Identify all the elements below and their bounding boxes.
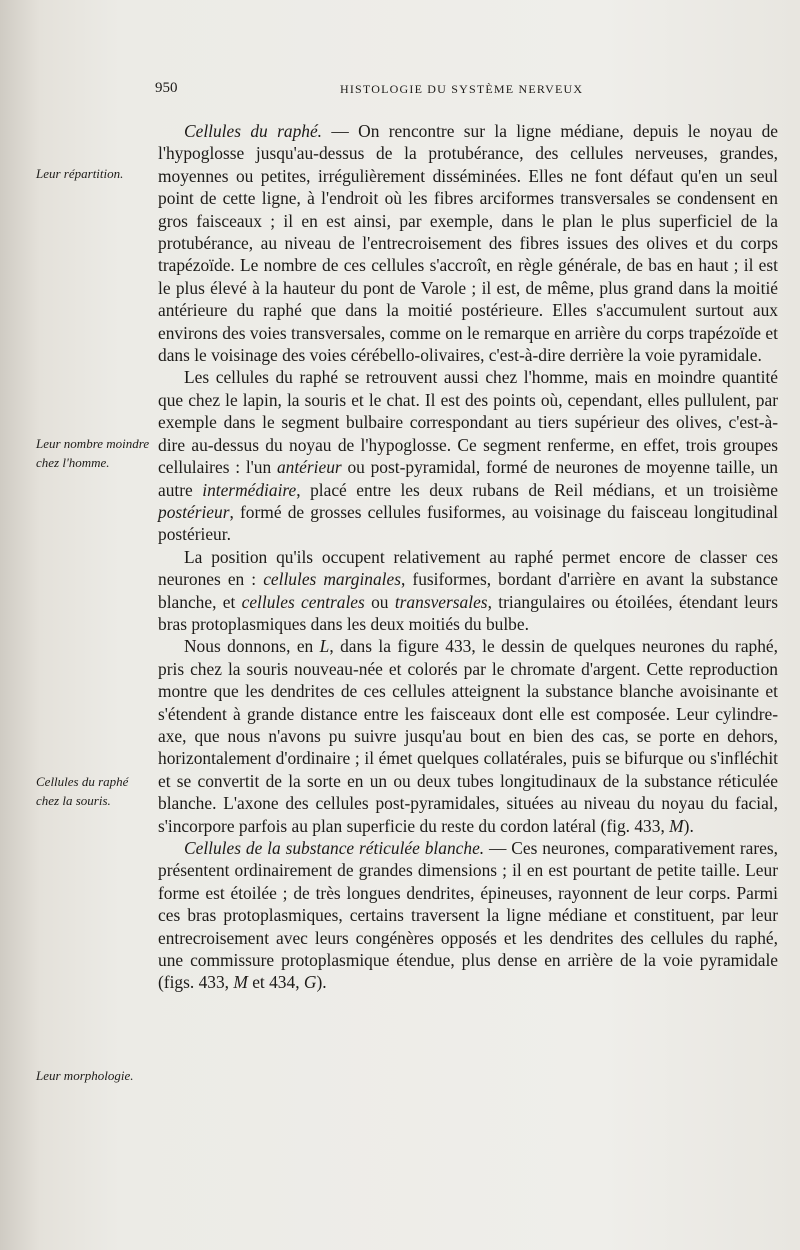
margin-note-morphologie: Leur morphologie. xyxy=(36,1068,134,1083)
page-number: 950 xyxy=(155,80,178,96)
margin-note-repartition: Leur répartition. xyxy=(36,166,124,181)
paragraph-position: La position qu'ils occupent relativement au raphé permet encore de classer ces neurones en : cellules marginales, fusiformes, bordant d'arrière en avant la substance blanche, et cellules centrales ou transversales, triangulaires ou étoilées, étendant leurs bras protoplasmiques dans les deux moitiés du bulbe. xyxy=(158,546,779,634)
running-head xyxy=(155,80,775,100)
paragraph-souris: Nous donnons, en L, dans la figure 433, le dessin de quelques neurones du raphé, pris chez la souris nouveau-née et colorés par le chromate d'argent. Cette reproduction montre que les dendrites de ces cellules atteignent la substance blanche avoisinante et s'étendent à grande distance entre les faisceaux dont elle est composée. Leur cylindre-axe, que nous n'avons pu suivre jusqu'au bout en bien des cas, se porte en dehors, horizontalement d'ordinaire ; il émet quelques collatérales, puis se bifurque ou s'infléchit et se convertit de la sorte en un ou deux tubes longitudinaux de la substance réticulée blanche. L'axone des cellules post-pyramidales, situées au niveau du noyau du facial, s'incorpore parfois au plan superficie du reste du cordon latéral (fig. 433, M). xyxy=(158,636,778,836)
section-heading-raphe: Cellules du raphé. xyxy=(184,121,323,141)
margin-note-nombre: Leur nombre moindre chez l'homme. xyxy=(36,436,150,470)
paragraph-homme: Les cellules du raphé se retrouvent aussi chez l'homme, mais en moindre quantité que chez le lapin, la souris et le chat. Il est des points où, cependant, elles pullulent, par exemple dans le segment bulbaire correspondant au tiers supérieur des olives, c'est-à-dire au-dessus du noyau de l'hypoglosse. Ce segment renferme, en effet, trois groupes cellulaires : l'un antérieur ou post-pyramidal, formé de neurones de moyenne taille, un autre intermédiaire, placé entre les deux rubans de Reil médians, et un troisième postérieur, formé de grosses cellules fusiformes, au voisinage du faisceau longitudinal postérieur. xyxy=(158,367,779,545)
section-heading-reticulee: Cellules de la substance réticulée blanche. xyxy=(184,838,485,858)
main-text xyxy=(158,120,778,994)
margin-note-souris: Cellules du raphé chez la souris. xyxy=(36,774,129,808)
running-title: HISTOLOGIE DU SYSTÈME NERVEUX xyxy=(340,82,584,96)
paragraph-raphe-intro: Cellules du raphé. — On rencontre sur la ligne médiane, depuis le noyau de l'hypoglosse jusqu'au-dessus de la protubérance, des cellules nerveuses, grandes, moyennes ou petites, irrégulièrement disséminées. Elles ne font défaut qu'en un seul point de cette ligne, à l'endroit où les fibres arciformes transversales se condensent en gros faisceaux ; il en est ainsi, par exemple, dans le plan le plus superficiel de la protubérance, au niveau de l'entrecroisement des fibres issues des olives et du corps trapézoïde. Le nombre de ces cellules s'accroît, en règle générale, de bas en haut ; il est le plus élevé à la hauteur du pont de Varole ; il est, de même, plus grand dans la moitié antérieure du raphé que dans la moitié postérieure. Elles s'accumulent surtout aux environs des voies transversales, comme on le remarque en arrière du corps trapézoïde et dans le voisinage des voies cérébello-olivaires, c'est-à-dire derrière la voie pyramidale. xyxy=(158,121,778,366)
paragraph-substance-reticulee: Cellules de la substance réticulée blanche. — Ces neurones, comparativement rares, présentent ordinairement de grandes dimensions ; il en est pourtant de petite taille. Leur forme est étoilée ; de très longues dendrites, épineuses, rayonnent de leur corps. Parmi ces bras protoplasmiques, certains traversent la ligne médiane et constituent, par leur entrecroisement avec leurs congénères opposés et les dendrites des cellules du raphé, une commissure protoplasmique étendue, plus dense en arrière de la voie pyramidale (figs. 433, M et 434, G). xyxy=(158,838,778,993)
